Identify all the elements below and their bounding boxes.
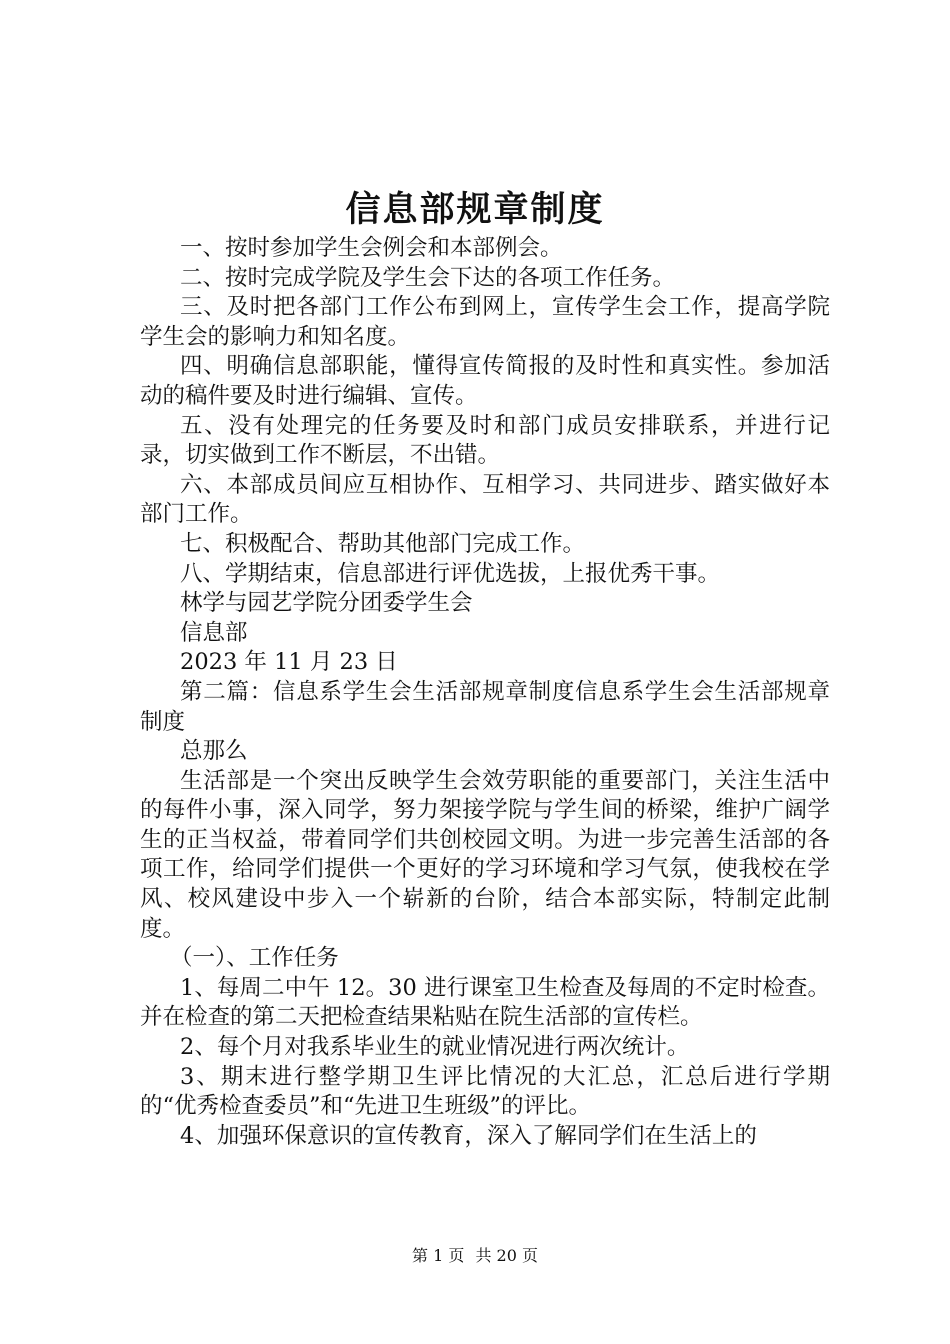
general-text: 生活部是一个突出反映学生会效劳职能的重要部门，关注生活中的每件小事，深入同学，努力架接学院与学生间的桥梁，维护广阔学生的正当权益，带着同学们共创校园文明。为进一步完善生活部的各项工作，给同学们提供一个更好的学习环境和学习气氛，使我校在学风、校风建设中步入一个崭新的台阶，结合本部实际，特制定此制度。: [140, 767, 830, 942]
task-item: 2、每个月对我系毕业生的就业情况进行两次统计。: [180, 1034, 690, 1061]
rule-paragraph: 四、明确信息部职能，懂得宣传简报的及时性和真实性。参加活动的稿件要及时进行编辑、宣传。: [140, 353, 830, 409]
rule-paragraph: 八、学期结束，信息部进行评优选拔，上报优秀干事。: [180, 560, 721, 587]
task-item: 4、加强环保意识的宣传教育，深入了解同学们在生活上的: [180, 1122, 757, 1149]
rule-paragraph: 三、及时把各部门工作公布到网上，宣传学生会工作，提高学院学生会的影响力和知名度。: [140, 294, 830, 350]
part2-heading: 第二篇：信息系学生会生活部规章制度信息系学生会生活部规章制度: [140, 678, 830, 735]
signature-date: 2023 年 11 月 23 日: [180, 649, 398, 676]
signature-org: 林学与园艺学院分团委学生会: [180, 590, 473, 617]
task-item: 3、期末进行整学期卫生评比情况的大汇总，汇总后进行学期的“优秀检查委员”和“先进卫生班级”的评比。: [140, 1063, 830, 1120]
rule-paragraph: 七、积极配合、帮助其他部门完成工作。: [180, 530, 586, 557]
section1-heading: （一）、工作任务: [170, 945, 339, 972]
page-number: 第 1 页: [412, 1246, 465, 1265]
rule-paragraph: 五、没有处理完的任务要及时和部门成员安排联系，并进行记录，切实做到工作不断层，不出错。: [140, 412, 830, 469]
document-body: [140, 234, 830, 1151]
signature-dept: 信息部: [180, 619, 248, 646]
general-heading: 总那么: [180, 738, 248, 765]
page-total: 共 20 页: [475, 1246, 538, 1265]
rule-paragraph: 六、本部成员间应互相协作、互相学习、共同进步、踏实做好本部门工作。: [140, 471, 830, 528]
rule-paragraph: 二、按时完成学院及学生会下达的各项工作任务。: [180, 264, 676, 291]
page-footer: [0, 1243, 950, 1266]
rule-paragraph: 一、按时参加学生会例会和本部例会。: [180, 235, 563, 261]
task-item: 1、每周二中午 12。30 进行课室卫生检查及每周的不定时检查。并在检查的第二天把检查结果粘贴在院生活部的宣传栏。: [140, 974, 830, 1031]
document-title: 信息部规章制度: [345, 189, 605, 230]
